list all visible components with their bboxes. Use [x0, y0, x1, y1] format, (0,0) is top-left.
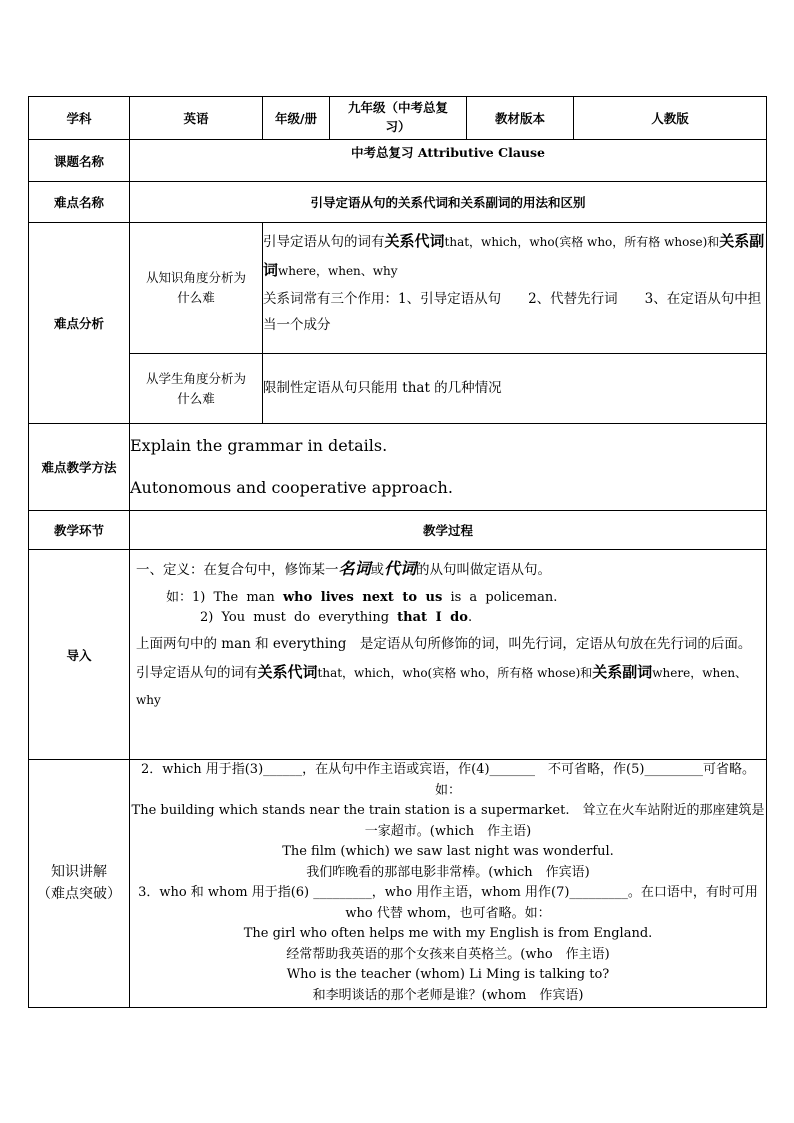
- lecture-line-example-1: The building which stands near the train station is a supermarket. 耸立在火车站附近的那座建筑是一家超市。(which 作主语): [131, 803, 765, 839]
- definition-text-c: 的从句叫做定语从句。: [416, 562, 552, 578]
- example-2-prefix: 2): [200, 610, 214, 626]
- process-label: 教学过程: [130, 511, 767, 550]
- analysis-label: 难点分析: [29, 223, 130, 424]
- knowledge-p1-e: where，when、why: [278, 264, 398, 279]
- definition-pronoun: 代词: [384, 559, 417, 578]
- definition-noun: 名词: [338, 559, 371, 578]
- subject-label: 学科: [29, 97, 130, 140]
- relative-words-pronoun: 关系代词: [257, 662, 318, 681]
- definition-text-b: 或: [370, 562, 385, 578]
- student-angle-label: 从学生角度分析为什么难: [130, 354, 263, 424]
- knowledge-p1-b: 关系代词: [384, 232, 445, 250]
- relative-words-paragraph: [136, 658, 760, 714]
- intro-row: [29, 550, 767, 760]
- definition-text-a: 一、定义：在复合句中，修饰某一: [136, 562, 339, 578]
- method-line-1: Explain the grammar in details.: [130, 436, 388, 456]
- difficulty-value: 引导定语从句的关系代词和关系副词的用法和区别: [130, 182, 767, 223]
- relative-words-a: 引导定语从句的词有: [136, 664, 258, 681]
- grade-label: 年级/册: [263, 97, 330, 140]
- edition-label: 教材版本: [467, 97, 574, 140]
- lecture-label: [29, 760, 130, 1008]
- knowledge-angle-text: [263, 223, 767, 354]
- difficulty-row: [29, 182, 767, 223]
- example-1-c: is a policeman.: [450, 589, 558, 605]
- topic-row: [29, 140, 767, 182]
- lecture-line-which-rule: 2．which 用于指(3)______，在从句中作主语或宾语，作(4)_______ 不可省略，作(5)_________可省略。如：: [141, 762, 755, 798]
- lecture-line-example-2-cn: 我们昨晚看的那部电影非常棒。(which 作宾语): [306, 864, 590, 880]
- intro-content: [130, 550, 767, 760]
- process-header-row: [29, 511, 767, 550]
- topic-label: 课题名称: [29, 140, 130, 182]
- knowledge-angle-label: 从知识角度分析为什么难: [130, 223, 263, 354]
- example-1-clause: who lives next to us: [282, 589, 443, 605]
- relative-words-c: that，which，who(宾格 who，所有格 whose)和: [317, 665, 593, 680]
- example-1-prefix: 如：1): [166, 589, 206, 605]
- example-1-a: The man: [213, 589, 275, 605]
- lecture-line-example-3-cn: 经常帮助我英语的那个女孩来自英格兰。(who 作主语): [286, 946, 610, 962]
- header-row: [29, 97, 767, 140]
- difficulty-label: 难点名称: [29, 182, 130, 223]
- example-2-c: .: [467, 610, 473, 626]
- lecture-content: [130, 760, 767, 1008]
- lesson-plan-table: [28, 96, 767, 1008]
- definition-line: [136, 556, 760, 582]
- lecture-label-line-1: 知识讲解: [51, 863, 107, 880]
- knowledge-p1-d: 关系副词: [263, 232, 765, 280]
- method-row: [29, 424, 767, 511]
- analysis-knowledge-row: [29, 223, 767, 354]
- lecture-line-example-2: The film (which) we saw last night was wonderful.: [282, 844, 614, 860]
- example-2-a: You must do everything: [221, 610, 390, 626]
- method-line-2: Autonomous and cooperative approach.: [130, 478, 453, 497]
- student-angle-text: 限制性定语从句只能用 that 的几种情况: [263, 354, 767, 424]
- lecture-line-example-4-cn: 和李明谈话的那个老师是谁？(whom 作宾语): [312, 987, 584, 1003]
- knowledge-p1-a: 引导定语从句的词有: [263, 234, 385, 250]
- relative-words-adverb: 关系副词: [592, 662, 653, 681]
- example-1: [136, 588, 760, 609]
- subject-value: 英语: [130, 97, 263, 140]
- lecture-line-example-4: Who is the teacher (whom) Li Ming is talking to?: [286, 967, 610, 983]
- analysis-student-row: [29, 354, 767, 424]
- lecture-label-line-2: （难点突破）: [37, 885, 121, 902]
- lecture-row: [29, 760, 767, 1008]
- edition-value: 人教版: [574, 97, 767, 140]
- example-2: [136, 608, 760, 629]
- relative-words-e: where，when、why: [136, 665, 748, 707]
- knowledge-p2: 关系词常有三个作用：1、引导定语从句 2、代替先行词 3、在定语从句中担当一个成分: [263, 290, 762, 333]
- lecture-line-who-rule: 3．who 和 whom 用于指(6) _________，who 用作主语，whom 用作(7)_________。在口语中，有时可用 who 代替 whom，也可省略。如：: [138, 885, 758, 921]
- process-stage-label: 教学环节: [29, 511, 130, 550]
- method-label: 难点教学方法: [29, 424, 130, 511]
- grade-value: 九年级（中考总复习）: [330, 97, 467, 140]
- knowledge-p1-c: that，which，who(宾格 who，所有格 whose)和: [444, 235, 720, 249]
- intro-label: 导入: [29, 550, 130, 760]
- method-text: [130, 424, 767, 511]
- topic-value: 中考总复习 Attributive Clause: [130, 140, 767, 182]
- antecedent-paragraph: 上面两句中的 man 和 everything 是定语从句所修饰的词，叫先行词，定语从句放在先行词的后面。: [136, 636, 752, 653]
- lecture-line-example-3: The girl who often helps me with my English is from England.: [243, 926, 653, 942]
- example-2-clause: that I do: [397, 610, 468, 626]
